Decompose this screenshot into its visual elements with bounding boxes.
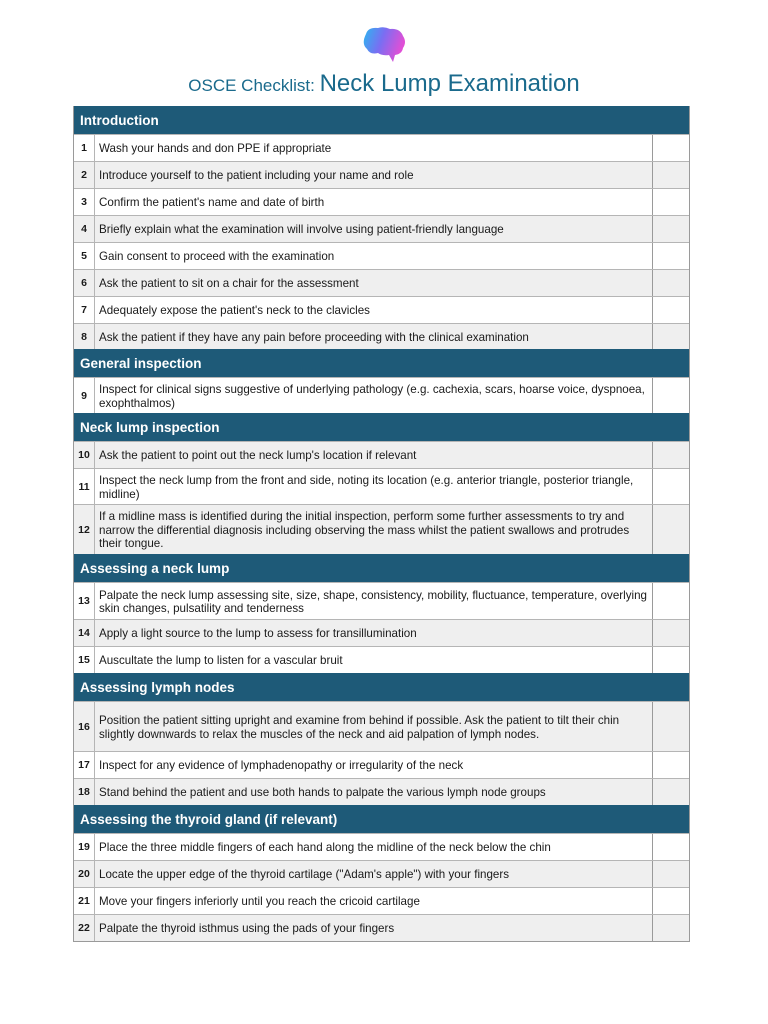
item-text: Apply a light source to the lump to assess for transillumination — [99, 627, 417, 641]
checkbox-cell[interactable] — [652, 324, 689, 349]
item-number: 17 — [74, 752, 95, 778]
item-text: Move your fingers inferiorly until you reach the cricoid cartilage — [99, 895, 420, 909]
checklist-row — [74, 778, 689, 805]
checklist-row — [74, 619, 689, 646]
checkbox-cell[interactable] — [652, 834, 689, 860]
checklist-row — [74, 215, 689, 242]
checklist-row — [74, 751, 689, 778]
checkbox-cell[interactable] — [652, 216, 689, 242]
checkbox-cell[interactable] — [652, 861, 689, 887]
checkbox-cell[interactable] — [652, 647, 689, 673]
checkbox-cell[interactable] — [652, 505, 689, 554]
checklist-row — [74, 134, 689, 161]
item-number: 5 — [74, 243, 95, 269]
item-number: 1 — [74, 135, 95, 161]
item-number: 14 — [74, 620, 95, 646]
checkbox-cell[interactable] — [652, 702, 689, 751]
checklist-row — [74, 296, 689, 323]
checklist-row — [74, 582, 689, 619]
checklist-row — [74, 269, 689, 296]
item-text: Inspect for clinical signs suggestive of underlying pathology (e.g. cachexia, scars, hoarse voice, dyspnoea, exophthalmos) — [99, 383, 645, 410]
checkbox-cell[interactable] — [652, 915, 689, 941]
item-number: 6 — [74, 270, 95, 296]
checklist-row — [74, 188, 689, 215]
brain-icon — [360, 26, 408, 64]
item-text: Position the patient sitting upright and examine from behind if possible. Ask the patient to tilt their chin slightly downwards to relax the muscles of the neck and aid palpation of lymph nodes. — [99, 714, 620, 741]
item-number: 22 — [74, 915, 95, 941]
checklist-row — [74, 242, 689, 269]
checkbox-cell[interactable] — [652, 297, 689, 323]
item-number: 13 — [74, 583, 95, 619]
item-number: 18 — [74, 779, 95, 805]
item-text: Ask the patient if they have any pain before proceeding with the clinical examination — [99, 330, 529, 344]
item-number: 20 — [74, 861, 95, 887]
checklist-row — [74, 161, 689, 188]
item-number: 16 — [74, 702, 95, 751]
checkbox-cell[interactable] — [652, 888, 689, 914]
item-number: 9 — [74, 378, 95, 413]
item-number: 10 — [74, 442, 95, 468]
item-text: Briefly explain what the examination will involve using patient-friendly language — [99, 223, 504, 237]
checkbox-cell[interactable] — [652, 583, 689, 619]
title-prefix: OSCE Checklist: — [188, 76, 320, 95]
checklist-row — [74, 504, 689, 554]
checklist-row — [74, 887, 689, 914]
item-text: Gain consent to proceed with the examination — [99, 250, 335, 264]
item-text: Inspect the neck lump from the front and side, noting its location (e.g. anterior triangle, posterior triangle, midline) — [99, 474, 634, 501]
checkbox-cell[interactable] — [652, 620, 689, 646]
checklist-row — [74, 377, 689, 413]
page-title — [0, 70, 768, 98]
checkbox-cell[interactable] — [652, 243, 689, 269]
item-text: Ask the patient to sit on a chair for the assessment — [99, 277, 359, 291]
checkbox-cell[interactable] — [652, 752, 689, 778]
item-text: Ask the patient to point out the neck lump's location if relevant — [99, 449, 417, 463]
section-header: Neck lump inspection — [74, 413, 689, 441]
checkbox-cell[interactable] — [652, 779, 689, 805]
checkbox-cell[interactable] — [652, 469, 689, 504]
item-text: Stand behind the patient and use both hands to palpate the various lymph node groups — [99, 786, 546, 800]
item-text: Palpate the neck lump assessing site, size, shape, consistency, mobility, fluctuance, temperature, overlying skin changes, pulsatility and tenderness — [99, 588, 647, 615]
item-number: 2 — [74, 162, 95, 188]
checklist-row — [74, 441, 689, 468]
checkbox-cell[interactable] — [652, 270, 689, 296]
section-header: General inspection — [74, 349, 689, 377]
checkbox-cell[interactable] — [652, 162, 689, 188]
checklist-row — [74, 701, 689, 751]
checkbox-cell[interactable] — [652, 189, 689, 215]
item-text: Wash your hands and don PPE if appropriate — [99, 142, 332, 156]
checkbox-cell[interactable] — [652, 135, 689, 161]
item-number: 8 — [74, 324, 95, 349]
checklist-table — [73, 106, 690, 942]
item-number: 4 — [74, 216, 95, 242]
item-number: 12 — [74, 505, 95, 554]
item-text: Place the three middle fingers of each hand along the midline of the neck below the chin — [99, 841, 551, 855]
item-text: Adequately expose the patient's neck to the clavicles — [99, 304, 370, 318]
item-text: Introduce yourself to the patient including your name and role — [99, 169, 414, 183]
section-header: Introduction — [74, 106, 689, 134]
item-number: 21 — [74, 888, 95, 914]
checklist-row — [74, 860, 689, 887]
section-header: Assessing lymph nodes — [74, 673, 689, 701]
item-text: Locate the upper edge of the thyroid cartilage ("Adam's apple") with your fingers — [99, 868, 510, 882]
item-text: If a midline mass is identified during the initial inspection, perform some further assessments to try and narrow the differential diagnosis including observing the mass whilst the patient swallows and protrudes their tongue. — [99, 510, 630, 551]
item-number: 7 — [74, 297, 95, 323]
checklist-row — [74, 646, 689, 673]
checklist-row — [74, 914, 689, 941]
item-text: Inspect for any evidence of lymphadenopathy or irregularity of the neck — [99, 759, 464, 773]
item-number: 11 — [74, 469, 95, 504]
checkbox-cell[interactable] — [652, 378, 689, 413]
item-text: Palpate the thyroid isthmus using the pads of your fingers — [99, 922, 395, 936]
item-number: 15 — [74, 647, 95, 673]
checkbox-cell[interactable] — [652, 442, 689, 468]
item-text: Confirm the patient's name and date of birth — [99, 196, 325, 210]
item-text: Auscultate the lump to listen for a vascular bruit — [99, 654, 343, 668]
title-main: Neck Lump Examination — [319, 70, 580, 97]
checklist-row — [74, 323, 689, 349]
section-header: Assessing the thyroid gland (if relevant) — [74, 805, 689, 833]
item-number: 3 — [74, 189, 95, 215]
checklist-row — [74, 833, 689, 860]
checklist-row — [74, 468, 689, 504]
section-header: Assessing a neck lump — [74, 554, 689, 582]
item-number: 19 — [74, 834, 95, 860]
